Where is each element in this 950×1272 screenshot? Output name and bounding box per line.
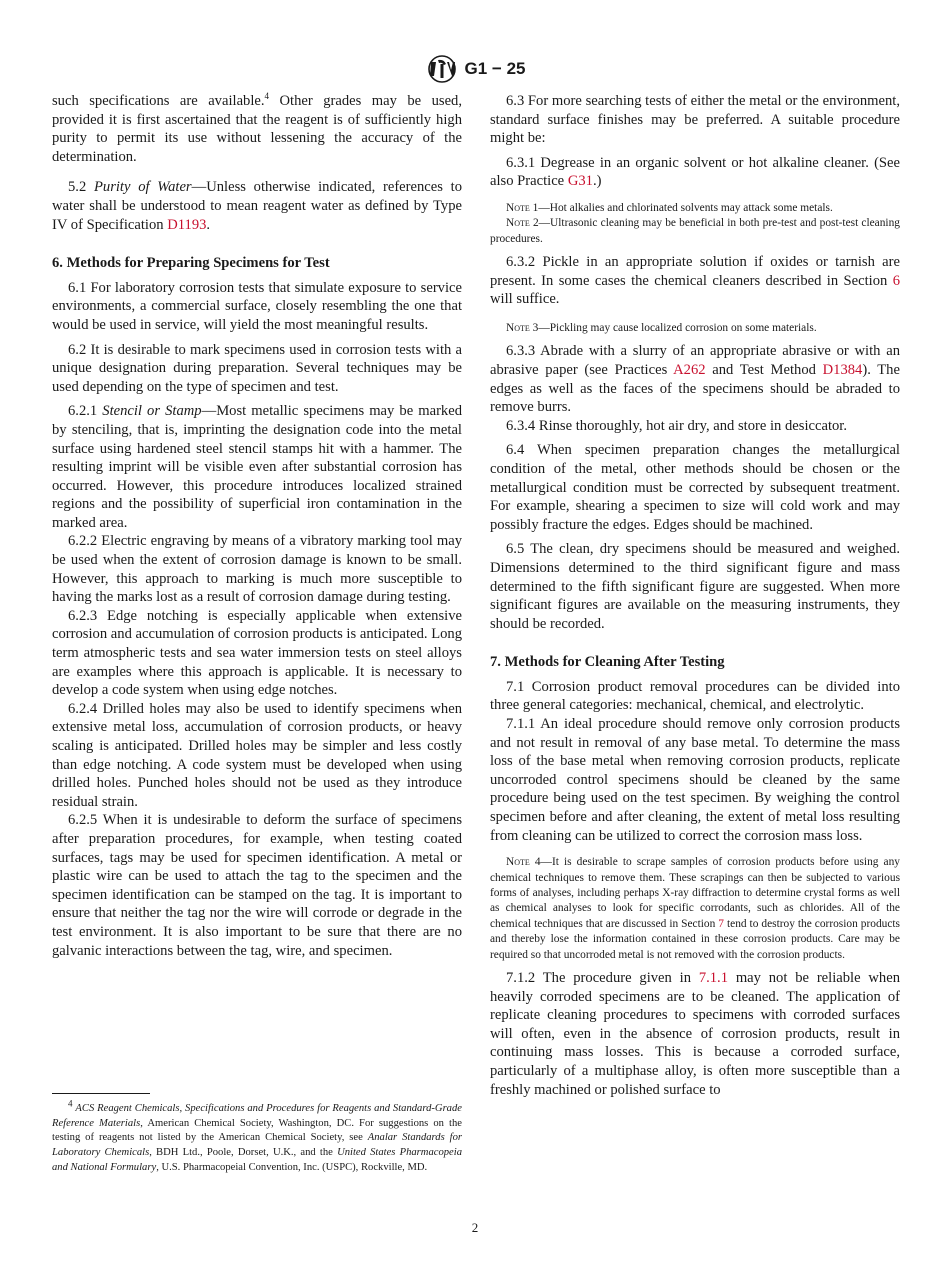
paragraph-5-1-cont: such specifications are available.$^4$ Other grades may be used, provided it is first ascertained that the reagent is of sufficiently high purity to permit its use without lessening the accuracy of the determination.: [52, 91, 462, 165]
paragraph-6-3-2: 6.3.2 Pickle in an appropriate solution if oxides or tarnish are present. In some cases the chemical cleaners described in Section 6 will suffice.: [490, 254, 900, 308]
left-column: [52, 92, 462, 960]
section-6-heading: 6. Methods for Preparing Specimens for Test: [52, 255, 330, 272]
link-7-1-1[interactable]: 7.1.1: [698, 970, 728, 987]
paragraph-7-1-2: 7.1.2 The procedure given in 7.1.1 may not be reliable when heavily corroded specimens are to be cleaned. The application of replicate cleaning procedures to specimens with corroded surfaces will often, even in the absence of corrosion products, result in continuing mass losses. This is because a corroded surface, particularly of a multiphase alloy, is often more susceptible than a freshly machined or polished surface to: [490, 970, 900, 1098]
note-3: Note 3—Pickling may cause localized corrosion on some materials.: [506, 321, 817, 334]
paragraph-6-5: 6.5 The clean, dry specimens should be measured and weighed. Dimensions determined to the third significant figure and mass determined to the fifth significant figure are suggested. When more significant figures are available on the measuring instruments, they should be recorded.: [490, 541, 900, 632]
right-column: [490, 92, 900, 1099]
page-number: 2: [471, 1220, 479, 1235]
link-section-7[interactable]: 7: [718, 917, 724, 930]
section-7-heading: 7. Methods for Cleaning After Testing: [490, 654, 725, 671]
paragraph-6-2-2: 6.2.2 Electric engraving by means of a vibratory marking tool may be used when the extent of corrosion damage is known to be small. However, this approach to marking is much more susceptible to having the marks lost as a result of corrosion damage during testing.: [52, 533, 462, 606]
paragraph-6-3-3: 6.3.3 Abrade with a slurry of an appropriate abrasive or with an abrasive paper (see Practices A262 and Test Method D1384). The edges as well as the faces of the specimens should be abraded to remove burrs.: [490, 343, 900, 416]
link-g31[interactable]: G31: [567, 173, 593, 190]
note-4: Note 4—It is desirable to scrape samples of corrosion products before using any chemical techniques to remove them. These scrapings can then be subjected to various forms of analyses, including perhaps X-ray diffraction to determine crystal forms as well as chemical analyses to look for specific corrodants, such as chlorides. All of the chemical techniques that are discussed in Section 7 tend to destroy the corrosion products and thereby lose the information contained in these corrosion products. Care may be required so that uncorroded metal is not removed with the corrosion products.: [490, 856, 900, 961]
paragraph-6-3: 6.3 For more searching tests of either the metal or the environment, standard surface finishes may be preferred. A suitable procedure might be:: [490, 93, 900, 147]
paragraph-5-2: 5.2 Purity of Water—Unless otherwise indicated, references to water shall be understood to mean reagent water as defined by Type IV of Specification D1193.: [52, 179, 463, 233]
footnote-rule: [52, 1093, 150, 1094]
paragraph-6-2-4: 6.2.4 Drilled holes may also be used to identify specimens when extensive metal loss, accumulation of corrosion products, or heavy scaling is anticipated. Drilled holes may be simpler and less costly than edge notching. A code system must be developed when using drilled holes. Punched holes should not be used as they introduce residual strain.: [52, 700, 462, 810]
link-section-6[interactable]: 6: [892, 272, 900, 289]
paragraph-6-1: 6.1 For laboratory corrosion tests that simulate exposure to service environments, a commercial surface, closely resembling the one that would be used in service, will yield the most meaningful results.: [52, 279, 462, 333]
paragraph-6-4: 6.4 When specimen preparation changes the metallurgical condition of the metal, other methods should be chosen or the metallurgical condition must be corrected by subsequent treatment. For example, shearing a specimen to size will cold work and may possibly fracture the edges. Edges should be machined.: [490, 442, 900, 533]
paragraph-6-2-1: 6.2.1 Stencil or Stamp—Most metallic specimens may be marked by stenciling, that is, imprinting the designation code into the metal surface using hardened steel stencil stamps hit with a hammer. The resulting imprint will be visible even after substantial corrosion has occurred. However, this procedure introduces localized strained regions and the possibility of superficial iron contamination in the marked area.: [52, 403, 462, 531]
footnote-4: $^4$ ACS Reagent Chemicals, Specifications and Procedures for Reagents and Standard-Grade Reference Materials, American Chemical Society, Washington, DC. For suggestions on the testing of reagents not listed by the American Chemical Society, see Analar Standards for Laboratory Chemicals, BDH Ltd., Poole, Dorset, U.K., and the United States Pharmacopeia and National Formulary, U.S. Pharmacopeial Convention, Inc. (USPC), Rockville, MD.: [52, 1098, 463, 1173]
link-d1384[interactable]: D1384: [822, 361, 863, 378]
link-d1193[interactable]: D1193: [167, 216, 207, 233]
paragraph-6-2-3: 6.2.3 Edge notching is especially applicable when extensive corrosion and accumulation of corrosion products is anticipated. Long term atmospheric tests and sea water immersion tests on steel alloys are examples where this approach is applicable. It is necessary to develop a code system when using edge notches.: [52, 607, 462, 699]
paragraph-6-2-5: 6.2.5 When it is undesirable to deform the surface of specimens after preparation procedures, for example, when testing coated surfaces, tags may be used for specimen identification. A metal or plastic wire can be used to attach the tag to the specimen and the specimen identification can be stamped on the tag. It is important to ensure that neither the tag nor the wire will corrode or degrade in the test environment. It is also important to be sure that there are no galvanic interactions between the tag, wire, and specimen.: [52, 812, 462, 959]
document-designation: G1 − 25: [464, 59, 526, 78]
paragraph-7-1: 7.1 Corrosion product removal procedures can be divided into three general categories: mechanical, chemical, and electrolytic.: [490, 678, 900, 714]
note-1: Note 1—Hot alkalies and chlorinated solvents may attack some metals.: [506, 201, 833, 214]
paragraph-6-3-1: 6.3.1 Degrease in an organic solvent or hot alkaline cleaner. (See also Practice G31.): [490, 154, 900, 190]
paragraph-7-1-1: 7.1.1 An ideal procedure should remove only corrosion products and not result in removal of any base metal. To determine the mass loss of the base metal when removing corrosion products, replicate uncorroded control specimens should be cleaned by the same procedure being used on the test specimen. By weighing the control specimen before and after cleaning, the extent of metal loss resulting from cleaning can be utilized to correct the corrosion mass loss.: [490, 716, 900, 844]
paragraph-6-3-4: 6.3.4 Rinse thoroughly, hot air dry, and store in desiccator.: [506, 417, 847, 434]
footnote-ref-4[interactable]: 4: [264, 91, 270, 102]
astm-logo-icon: [425, 54, 459, 84]
link-a262[interactable]: A262: [673, 361, 706, 378]
note-2: Note 2—Ultrasonic cleaning may be beneficial in both pre-test and post-test cleaning procedures.: [490, 217, 900, 245]
page-header: [0, 54, 950, 84]
footnotes: [52, 1093, 462, 1176]
paragraph-6-2: 6.2 It is desirable to mark specimens used in corrosion tests with a unique designation during preparation. Several techniques may be used depending on the type of specimen and test.: [52, 341, 462, 395]
